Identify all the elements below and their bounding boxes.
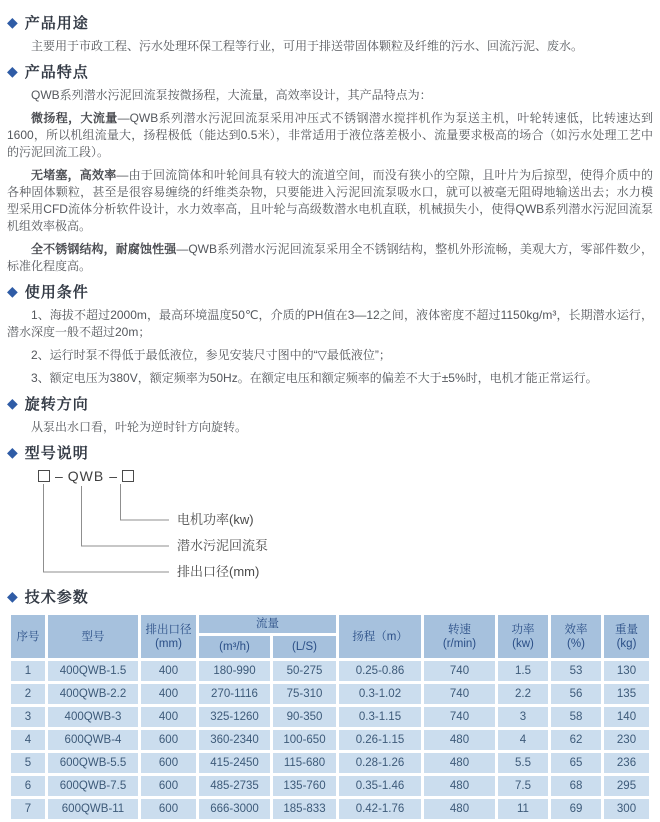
table-row bbox=[11, 799, 649, 819]
model-formula bbox=[38, 468, 134, 484]
cell-efficiency: 56 bbox=[551, 684, 601, 704]
cell-speed: 480 bbox=[424, 776, 495, 796]
col-model-header: 型号 bbox=[48, 615, 138, 658]
condition-item-1: 1、海拔不超过2000m，最高环境温度50℃，介质的PH值在3—12之间，液体密度不超过1150kg/m³，长期潜水运行，潜水深度一般不超过20m； bbox=[7, 308, 653, 339]
cell-power: 2.2 bbox=[498, 684, 548, 704]
cell-efficiency: 58 bbox=[551, 707, 601, 727]
cell-weight: 130 bbox=[604, 661, 649, 681]
table-row bbox=[11, 707, 649, 727]
section-specs-heading bbox=[7, 586, 653, 606]
model-dash: – bbox=[109, 468, 118, 484]
cell-diameter: 600 bbox=[141, 730, 196, 750]
cell-weight: 230 bbox=[604, 730, 649, 750]
cell-index: 7 bbox=[11, 799, 45, 819]
feature-text: —由于回流筒体和叶轮间具有较大的流道空间，而没有狭小的空隙，且叶片为后掠型，使得介质中的各种固体颗粒，甚至是很容易缠绕的纤维类杂物，只要能进入污泥回流泵吸水口，就可以被毫无阻碍地输送出去；水力模型采用CFD流体分析软件设计，水力效率高，且叶轮与高级数潜水电机直联，机械损失小，使得QWB系列潜水污泥回流泵机组效率极高。 bbox=[7, 168, 653, 233]
cell-head: 0.42-1.76 bbox=[339, 799, 421, 819]
col-weight-label: 重量 bbox=[615, 623, 638, 636]
section-title-usage: 产品用途 bbox=[24, 14, 89, 32]
cell-index: 3 bbox=[11, 707, 45, 727]
model-dash: – bbox=[55, 468, 63, 484]
cell-weight: 300 bbox=[604, 799, 649, 819]
feature-item-no-clog bbox=[7, 167, 653, 235]
col-power-header bbox=[498, 615, 548, 658]
cell-diameter: 400 bbox=[141, 684, 196, 704]
cell-speed: 740 bbox=[424, 661, 495, 681]
cell-head: 0.28-1.26 bbox=[339, 753, 421, 773]
model-box-left bbox=[38, 470, 50, 482]
cell-flow-ls: 185-833 bbox=[273, 799, 336, 819]
col-speed-unit: (r/min) bbox=[442, 637, 477, 650]
col-diameter-label: 排出口径 bbox=[145, 623, 192, 636]
feature-lead: 全不锈钢结构，耐腐蚀性强 bbox=[31, 242, 177, 256]
cell-diameter: 600 bbox=[141, 776, 196, 796]
model-box-right bbox=[122, 470, 134, 482]
col-speed-header bbox=[424, 615, 495, 658]
table-row bbox=[11, 730, 649, 750]
condition-item-3: 3、额定电压为380V，额定频率为50Hz。在额定电压和额定频率的偏差不大于±5%时，电机才能正常运行。 bbox=[31, 371, 598, 385]
feature-lead: 微扬程，大流量 bbox=[31, 111, 118, 125]
model-label-pump: 潜水污泥回流泵 bbox=[177, 538, 269, 553]
cell-diameter: 400 bbox=[141, 661, 196, 681]
col-diameter-header bbox=[141, 615, 196, 658]
diamond-icon: ◆ bbox=[7, 395, 18, 411]
col-efficiency-label: 效率 bbox=[564, 623, 588, 636]
cell-model: 400QWB-2.2 bbox=[48, 684, 138, 704]
model-code-diagram bbox=[7, 468, 653, 580]
diamond-icon: ◆ bbox=[7, 283, 18, 299]
diamond-icon: ◆ bbox=[7, 14, 18, 30]
cell-flow-ls: 115-680 bbox=[273, 753, 336, 773]
cell-speed: 480 bbox=[424, 753, 495, 773]
cell-efficiency: 62 bbox=[551, 730, 601, 750]
cell-efficiency: 65 bbox=[551, 753, 601, 773]
cell-flow-ls: 100-650 bbox=[273, 730, 336, 750]
section-title-rotation: 旋转方向 bbox=[24, 395, 89, 413]
col-speed-label: 转速 bbox=[448, 623, 471, 636]
col-flow-m3h-header: (m³/h) bbox=[199, 636, 270, 658]
col-efficiency-unit: (%) bbox=[567, 637, 585, 650]
connector-lines-icon bbox=[7, 468, 660, 580]
section-title-conditions: 使用条件 bbox=[24, 283, 89, 301]
col-weight-header bbox=[604, 615, 649, 658]
features-intro: QWB系列潜水污泥回流泵按微扬程，大流量，高效率设计，其产品特点为： bbox=[31, 88, 432, 102]
model-label-diameter: 排出口径(mm) bbox=[177, 564, 260, 579]
cell-index: 1 bbox=[11, 661, 45, 681]
col-flow-header: 流量 bbox=[199, 615, 336, 633]
col-head-header: 扬程（m） bbox=[339, 615, 421, 658]
diamond-icon: ◆ bbox=[7, 444, 18, 460]
section-model-heading bbox=[7, 442, 653, 462]
cell-flow-ls: 90-350 bbox=[273, 707, 336, 727]
cell-power: 4 bbox=[498, 730, 548, 750]
cell-model: 600QWB-5.5 bbox=[48, 753, 138, 773]
col-diameter-unit: (mm) bbox=[155, 637, 182, 650]
section-usage-heading bbox=[7, 12, 653, 32]
section-conditions-heading bbox=[7, 281, 653, 301]
cell-weight: 236 bbox=[604, 753, 649, 773]
table-row bbox=[11, 661, 649, 681]
cell-head: 0.3-1.15 bbox=[339, 707, 421, 727]
cell-diameter: 600 bbox=[141, 799, 196, 819]
cell-index: 4 bbox=[11, 730, 45, 750]
cell-flow-ls: 75-310 bbox=[273, 684, 336, 704]
usage-paragraph: 主要用于市政工程、污水处理环保工程等行业，可用于排送带固体颗粒及纤维的污水、回流污泥、废水。 bbox=[31, 39, 584, 53]
section-rotation-heading bbox=[7, 393, 653, 413]
table-row bbox=[11, 753, 649, 773]
rotation-paragraph: 从泵出水口看，叶轮为逆时针方向旋转。 bbox=[31, 420, 248, 434]
col-flow-ls-header: (L/S) bbox=[273, 636, 336, 658]
table-row bbox=[11, 776, 649, 796]
specs-table bbox=[8, 612, 652, 822]
cell-flow-m3h: 485-2735 bbox=[199, 776, 270, 796]
cell-model: 600QWB-11 bbox=[48, 799, 138, 819]
cell-head: 0.26-1.15 bbox=[339, 730, 421, 750]
cell-flow-m3h: 360-2340 bbox=[199, 730, 270, 750]
cell-power: 1.5 bbox=[498, 661, 548, 681]
model-code: QWB bbox=[67, 468, 105, 484]
cell-flow-m3h: 180-990 bbox=[199, 661, 270, 681]
col-efficiency-header bbox=[551, 615, 601, 658]
cell-head: 0.35-1.46 bbox=[339, 776, 421, 796]
section-title-specs: 技术参数 bbox=[24, 588, 89, 606]
cell-flow-m3h: 666-3000 bbox=[199, 799, 270, 819]
cell-model: 600QWB-4 bbox=[48, 730, 138, 750]
col-power-label: 功率 bbox=[511, 623, 535, 636]
diamond-icon: ◆ bbox=[7, 588, 18, 604]
cell-index: 5 bbox=[11, 753, 45, 773]
col-weight-unit: (kg) bbox=[616, 637, 637, 650]
cell-power: 3 bbox=[498, 707, 548, 727]
cell-speed: 480 bbox=[424, 730, 495, 750]
cell-speed: 740 bbox=[424, 707, 495, 727]
cell-speed: 740 bbox=[424, 684, 495, 704]
cell-weight: 295 bbox=[604, 776, 649, 796]
cell-weight: 135 bbox=[604, 684, 649, 704]
section-title-features: 产品特点 bbox=[24, 63, 89, 81]
cell-flow-ls: 50-275 bbox=[273, 661, 336, 681]
feature-item-stainless bbox=[7, 241, 653, 275]
section-title-model: 型号说明 bbox=[24, 444, 89, 462]
cell-model: 400QWB-1.5 bbox=[48, 661, 138, 681]
feature-text: —QWB系列潜水污泥回流泵采用冲压式不锈钢潜水搅拌机作为泵送主机，叶轮转速低，比转速达到1600，所以机组流量大，扬程极低（能达到0.5米），非常适用于液位落差极小、流量要求极高的场合（如污水处理工艺中的污泥回流工段）。 bbox=[7, 111, 653, 159]
feature-text: —QWB系列潜水污泥回流泵采用全不锈钢结构，整机外形流畅，美观大方，零部件数少，标准化程度高。 bbox=[7, 242, 653, 273]
table-row bbox=[11, 684, 649, 704]
cell-model: 600QWB-7.5 bbox=[48, 776, 138, 796]
cell-efficiency: 68 bbox=[551, 776, 601, 796]
cell-index: 6 bbox=[11, 776, 45, 796]
cell-flow-m3h: 270-1116 bbox=[199, 684, 270, 704]
cell-flow-m3h: 325-1260 bbox=[199, 707, 270, 727]
section-features-heading bbox=[7, 61, 653, 81]
cell-head: 0.3-1.02 bbox=[339, 684, 421, 704]
diamond-icon: ◆ bbox=[7, 63, 18, 79]
cell-power: 11 bbox=[498, 799, 548, 819]
cell-weight: 140 bbox=[604, 707, 649, 727]
condition-item-2: 2、运行时泵不得低于最低液位，参见安装尺寸图中的“▽最低液位”； bbox=[31, 348, 391, 362]
cell-flow-ls: 135-760 bbox=[273, 776, 336, 796]
cell-head: 0.25-0.86 bbox=[339, 661, 421, 681]
cell-efficiency: 53 bbox=[551, 661, 601, 681]
feature-item-low-head bbox=[7, 110, 653, 161]
model-label-power: 电机功率(kw) bbox=[177, 512, 254, 527]
header-row-1 bbox=[11, 615, 649, 633]
col-power-unit: (kw) bbox=[512, 637, 534, 650]
cell-index: 2 bbox=[11, 684, 45, 704]
cell-model: 400QWB-3 bbox=[48, 707, 138, 727]
cell-power: 5.5 bbox=[498, 753, 548, 773]
cell-speed: 480 bbox=[424, 799, 495, 819]
cell-power: 7.5 bbox=[498, 776, 548, 796]
col-index-header: 序号 bbox=[11, 615, 45, 658]
cell-diameter: 600 bbox=[141, 753, 196, 773]
cell-diameter: 400 bbox=[141, 707, 196, 727]
feature-lead: 无堵塞，高效率 bbox=[31, 168, 117, 182]
cell-flow-m3h: 415-2450 bbox=[199, 753, 270, 773]
cell-efficiency: 69 bbox=[551, 799, 601, 819]
